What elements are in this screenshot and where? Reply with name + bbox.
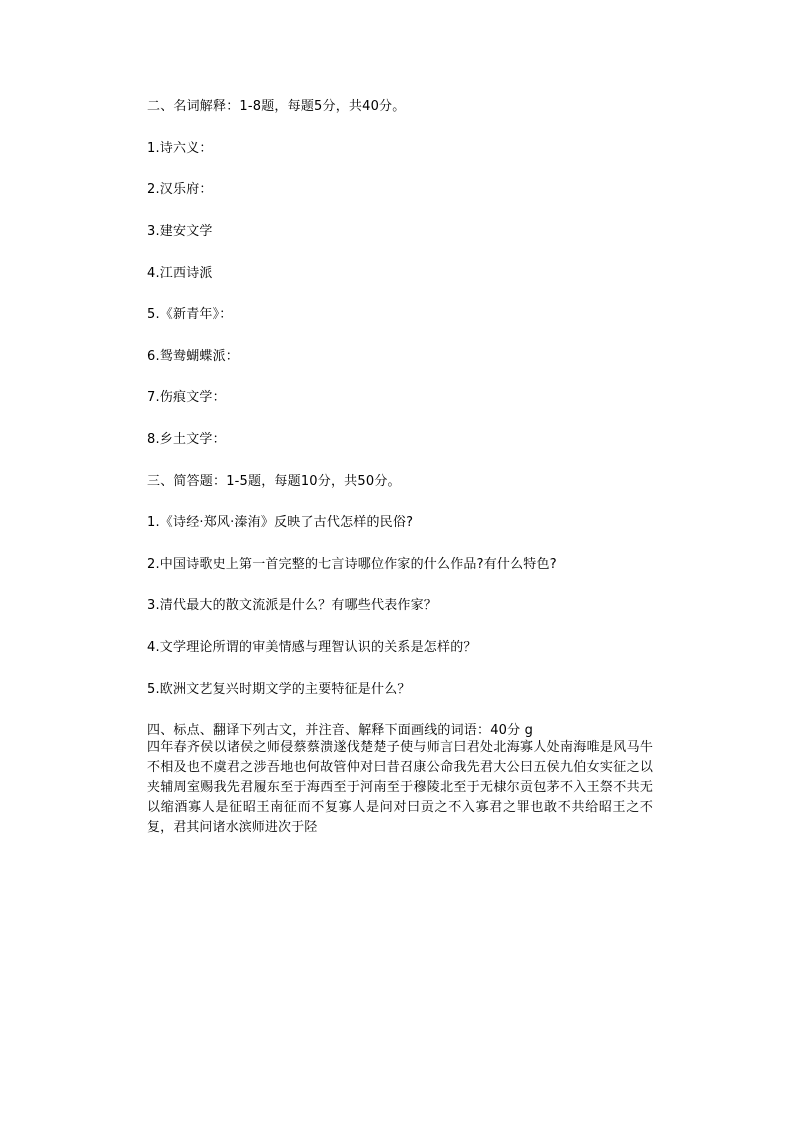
question-item-3: 3.清代最大的散文流派是什么？有哪些代表作家？ <box>147 598 438 613</box>
question-item-2: 2.中国诗歌史上第一首完整的七言诗哪位作家的什么作品?有什么特色? <box>147 557 557 572</box>
section-2-heading: 二、名词解释：1-8题，每题5分，共40分。 <box>147 99 406 114</box>
term-item-2: 2.汉乐府： <box>147 182 213 197</box>
term-item-6: 6.鸳鸯蝴蝶派： <box>147 349 240 364</box>
term-item-3: 3.建安文学 <box>147 224 213 239</box>
term-item-7: 7.伤痕文学： <box>147 390 226 405</box>
term-item-5: 5.《新青年》： <box>147 307 233 322</box>
section-4-heading: 四、标点、翻译下列古文，并注音、解释下面画线的词语：40分 g <box>147 723 534 738</box>
term-item-1: 1.诗六义： <box>147 141 213 156</box>
term-item-4: 4.江西诗派 <box>147 266 213 281</box>
term-item-8: 8.乡土文学： <box>147 432 226 447</box>
question-item-4: 4.文学理论所谓的审美情感与理智认识的关系是怎样的？ <box>147 640 477 655</box>
section-3-heading: 三、简答题：1-5题，每题10分，共50分。 <box>147 474 401 489</box>
question-item-1: 1.《诗经·郑风·溱洧》反映了古代怎样的民俗? <box>147 515 414 530</box>
question-item-5: 5.欧洲文艺复兴时期文学的主要特征是什么？ <box>147 682 411 697</box>
classical-passage: 四年春齐侯以诸侯之师侵蔡蔡溃遂伐楚楚子使与师言曰君处北海寡人处南海唯是风马牛不相及也不虞君之涉吾地也何故管仲对曰昔召康公命我先君大公曰五侯九伯女实征之以夹辅周室赐我先君履东至于海西至于河南至于穆陵北至于无棣尔贡包茅不入王祭不共无以缩酒寡人是征昭王南征而不复寡人是问对曰贡之不入寡君之罪也敢不共给昭王之不复，君其问诸水滨师进次于陉 <box>147 740 653 835</box>
